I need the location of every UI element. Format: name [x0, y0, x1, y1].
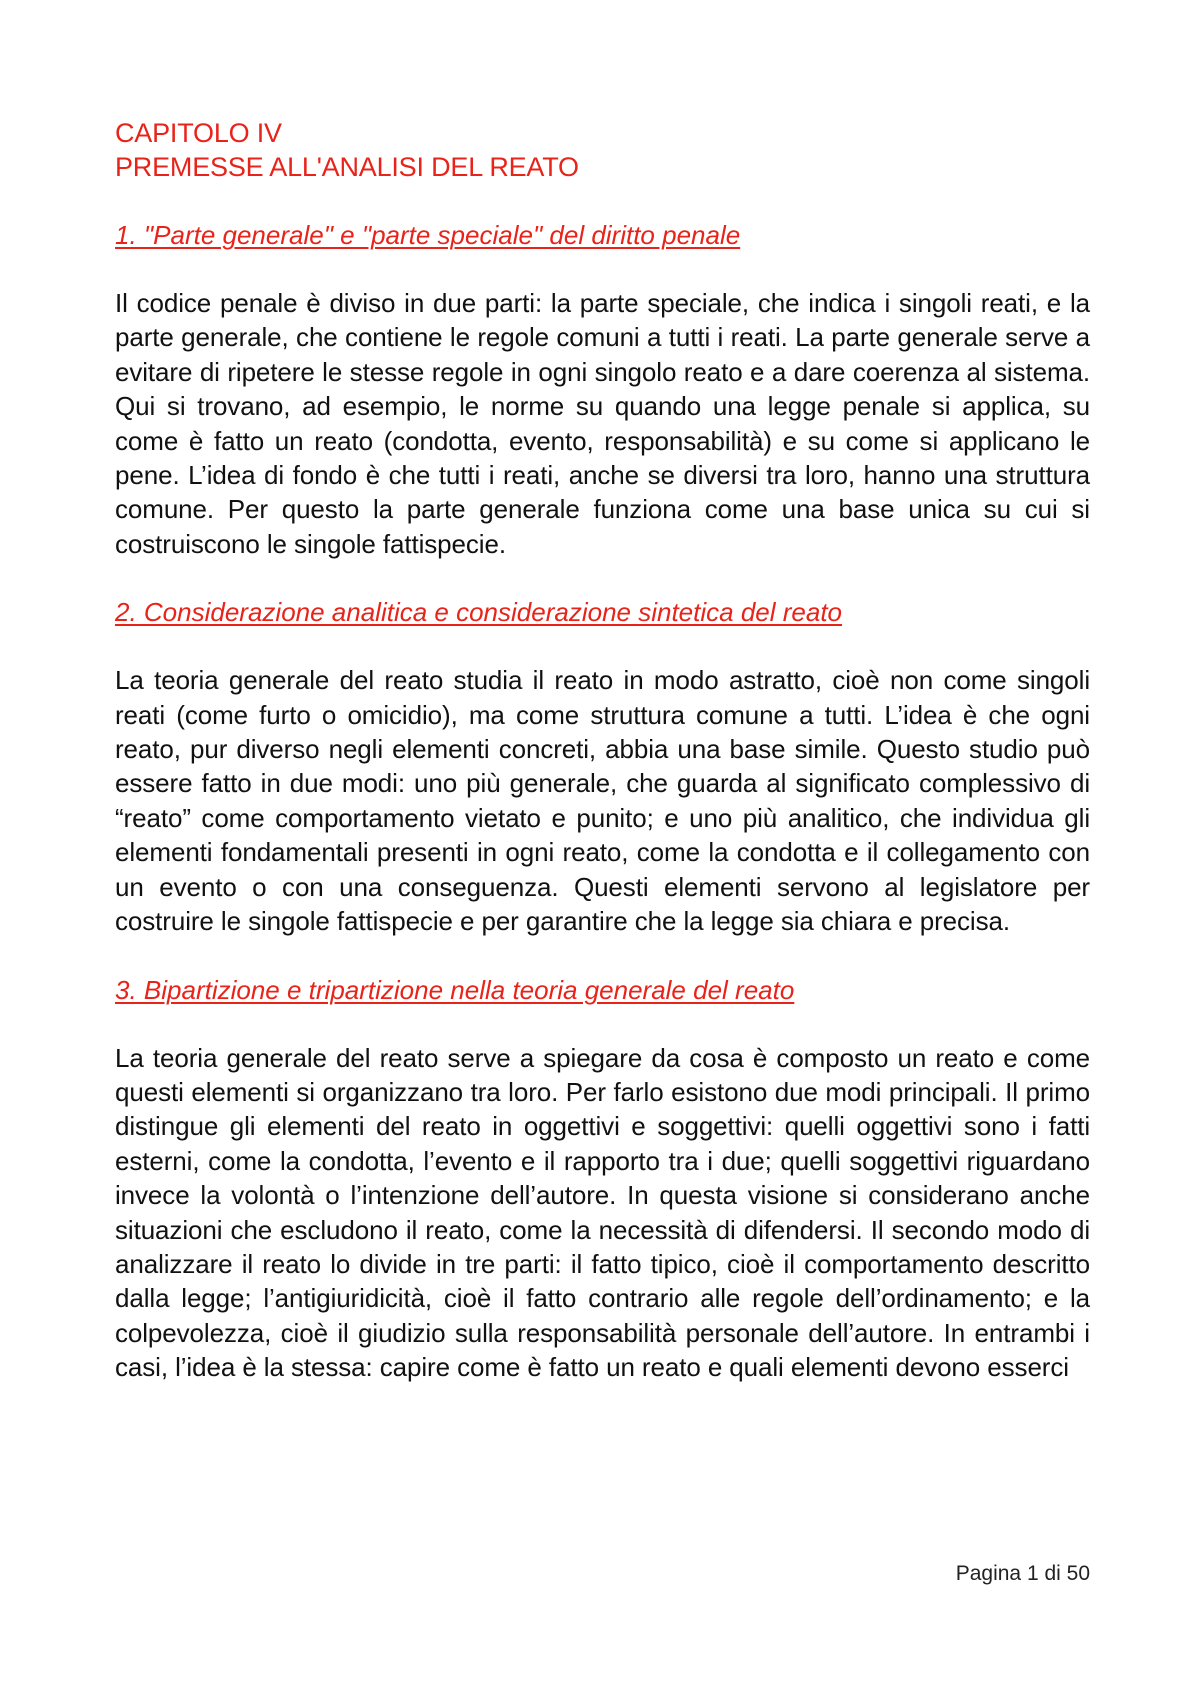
- section-3-heading: 3. Bipartizione e tripartizione nella teoria generale del reato: [115, 974, 795, 1005]
- page-content: [115, 116, 1090, 1385]
- chapter-label: CAPITOLO IV: [115, 118, 282, 148]
- section-2-paragraph: La teoria generale del reato studia il reato in modo astratto, cioè non come singoli reati (come furto o omicidio), ma come struttura comune a tutti. L’idea è che ogni reato, pur diverso negli elementi concreti, abbia una base simile. Questo studio può essere fatto in due modi: uno più generale, che guarda al significato complessivo di “reato” come comportamento vietato e punito; e uno più analitico, che individua gli elementi fondamentali presenti in ogni reato, come la condotta e il collegamento con un evento o con una conseguenza. Questi elementi servono al legislatore per costruire le singole fattispecie e per garantire che la legge sia chiara e precisa.: [115, 665, 1090, 937]
- chapter-title: PREMESSE ALL'ANALISI DEL REATO: [115, 152, 579, 182]
- section-1-heading: 1. "Parte generale" e "parte speciale" del diritto penale: [115, 220, 741, 250]
- page-number: Pagina 1 di 50: [955, 1562, 1090, 1585]
- section-3-paragraph: La teoria generale del reato serve a spiegare da cosa è composto un reato e come questi elementi si organizzano tra loro. Per farlo esistono due modi principali. Il primo distingue gli elementi del reato in oggettivi e soggettivi: quelli oggettivi sono i fatti esterni, come la condotta, l’evento e il rapporto tra i due; quelli soggettivi riguardano invece la volontà o l’intenzione dell’autore. In questa visione si considerano anche situazioni che escludono il reato, come la necessità di difendersi. Il secondo modo di analizzare il reato lo divide in tre parti: il fatto tipico, cioè il comportamento descritto dalla legge; l’antigiuridicità, cioè il fatto contrario alle regole dell’ordinamento; e la colpevolezza, cioè il giudizio sulla responsabilità personale dell’autore. In entrambi i casi, l’idea è la stessa: capire come è fatto un reato e quali elementi devono esserci: [115, 1042, 1090, 1383]
- section-2-heading: 2. Considerazione analitica e considerazione sintetica del reato: [115, 597, 842, 628]
- chapter-heading: [115, 116, 1090, 184]
- section-1-paragraph: Il codice penale è diviso in due parti: la parte speciale, che indica i singoli reati, e la parte generale, che contiene le regole comuni a tutti i reati. La parte generale serve a evitare di ripetere le stesse regole in ogni singolo reato e a dare coerenza al sistema. Qui si trovano, ad esempio, le norme su quando una legge penale si applica, su come è fatto un reato (condotta, evento, responsabilità) e su come si applicano le pene. L’idea di fondo è che tutti i reati, anche se diversi tra loro, hanno una struttura comune. Per questo la parte generale funziona come una base unica su cui si costruiscono le singole fattispecie.: [115, 288, 1090, 559]
